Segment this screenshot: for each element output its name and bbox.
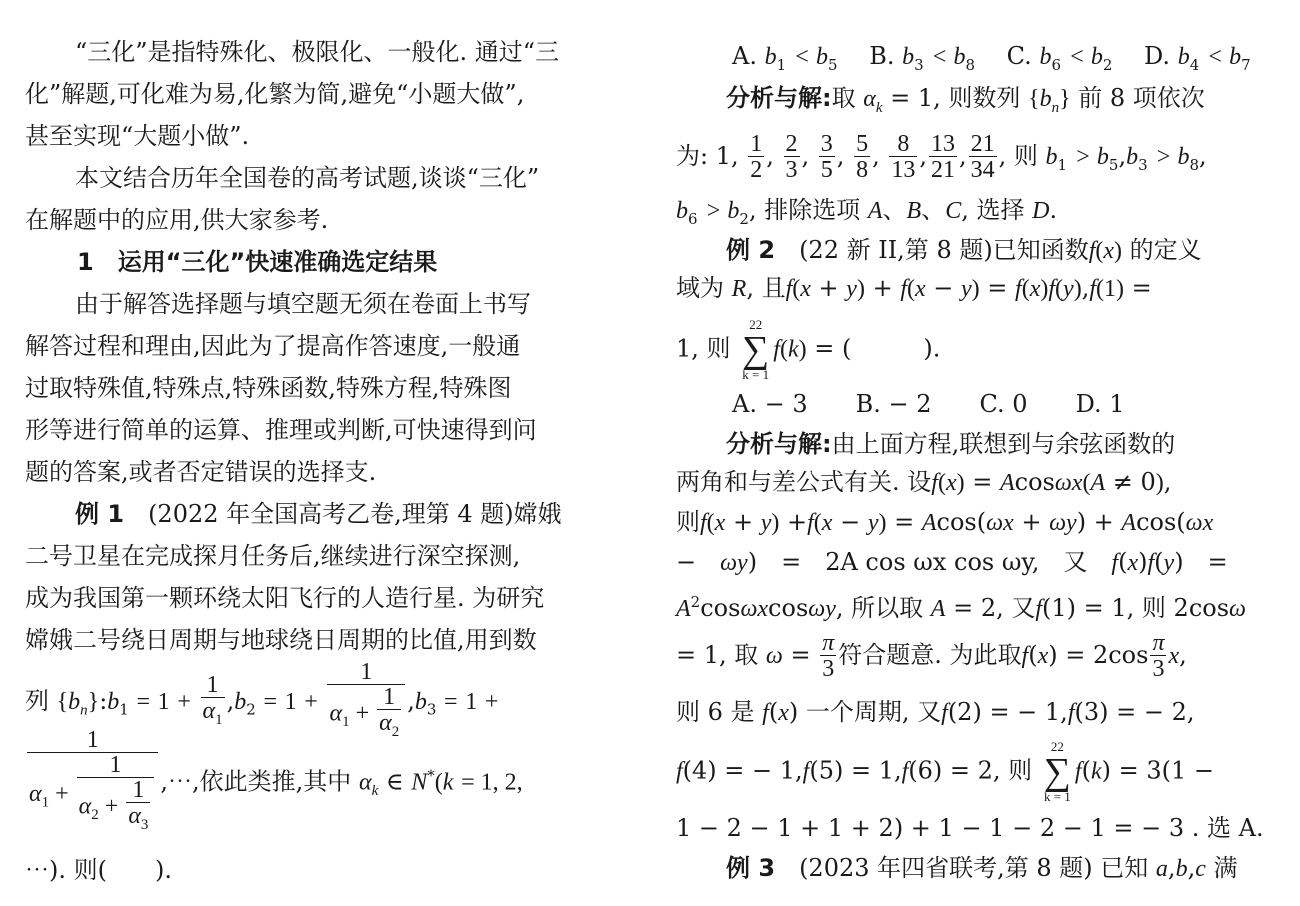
analysis2-line-7: 则 6 是 f(x) 一个周期, 又f(2) = − 1,f(3) = − 2, xyxy=(676,698,1195,726)
p3-line-1: 由于解答选择题与填空题无须在卷面上书写 xyxy=(75,290,531,318)
section-heading: 1 运用“三化”快速准确选定结果 xyxy=(77,248,438,276)
example3-label: 例 3 xyxy=(726,854,776,882)
intro-line-2: 化”解题,可化难为易,化繁为简,避免“小题大做”, xyxy=(25,80,525,108)
analysis1-line-1: 分析与解:取 $\alpha_k = 1$, 则数列 $\{b_n\}$ 前 8 项依次 xyxy=(726,84,1205,116)
intro-line-3: 甚至实现“大题小做”. xyxy=(25,122,250,150)
p3-line-2: 解答过程和理由,因此为了提高作答速度,一般通 xyxy=(25,332,521,360)
summation-symbol: 22 ∑ k = 1 xyxy=(742,317,770,382)
analysis1-line-2: 为: 1, $\frac{1}{2}$ , $\frac{2}{3}$ , $\frac{3}{5}$ , $\frac{5}{8}$ , $\frac{8}{13}$ , $\frac{13}{21}$ , $\frac{21}{34}$ , 则 $b_1 > b_5,b_3 > b_8$, xyxy=(676,131,1207,183)
fraction-b3: 1 $\alpha_1$ + 1 $\alpha_2$ + $\frac{1}{\alpha_3}$ xyxy=(27,728,158,838)
analysis2-line-5: $A^2\cos\omega xcos\omega y$, 所以取 A = 2, 又f(1) = 1, 则 2cosω xyxy=(676,593,1246,622)
p3-line-4: 形等进行简单的运算、推理或判断,可快速得到问 xyxy=(25,416,537,444)
intro2-line-2: 在解题中的应用,供大家参考. xyxy=(25,206,329,234)
fraction-b2: 1 $\alpha_1$ + $\frac{1}{\alpha_2}$ xyxy=(327,660,405,745)
p3-line-3: 过取特殊值,特殊点,特殊函数,特殊方程,特殊图 xyxy=(25,374,512,402)
analysis2-line-3: 则f(x + y) +f(x − y) = Acos(ωx + ωy) + Acos(ωx xyxy=(676,508,1214,536)
example1-line-4: 嫦娥二号绕日周期与地球绕日周期的比值,用到数 xyxy=(25,626,537,654)
p3-line-5: 题的答案,或者否定错误的选择支. xyxy=(25,458,377,486)
analysis2-label: 分析与解: xyxy=(726,430,832,458)
analysis2-line-2: 两角和与差公式有关. 设f(x) = Acosωx(A ≠ 0), xyxy=(676,468,1172,496)
analysis2-line-8: f(4) = − 1,f(5) = 1,f(6) = 2, 则 22 ∑ k = 1 f(k) = 3(1 − xyxy=(676,739,1215,804)
example1-line-3: 成为我国第一颗环绕太阳飞行的人造行星. 为研究 xyxy=(25,584,545,612)
example2-line-2: 域为 R, 且f(x + y) + f(x − y) = f(x)f(y),f(1) = xyxy=(676,274,1152,302)
example1-label: 例 1 xyxy=(75,500,125,528)
intro2-line-1: 本文结合历年全国卷的高考试题,谈谈“三化” xyxy=(75,164,540,192)
analysis2-line-4: − ωy) = 2A cos ωx cos ωy, 又 f(x)f(y) = xyxy=(676,548,1228,576)
example2-options: A. − 3 B. − 2 C. 0 D. 1 xyxy=(732,390,1125,418)
sequence-definition: 列 $\{b_n\}:b_1 = 1$ + $\frac{1}{\alpha_1}$ $,b_2 = 1$ + 1 $\alpha_1$ + $\frac{1}{\alpha_2}$ $,b_3 = 1$ + xyxy=(25,660,498,745)
example3-line-1: 例 3 (2023 年四省联考,第 8 题) 已知 a,b,c 满 xyxy=(726,854,1238,882)
example1-options: A. $b_1 < b_5$ B. $b_3 < b_8$ C. $b_6 < b_2$ D. $b_4 < b_7$ xyxy=(732,42,1251,74)
fraction-b1: $\frac{1}{\alpha_1}$ xyxy=(201,673,225,733)
analysis2-line-9: 1 − 2 − 1 + 1 + 2) + 1 − 1 − 2 − 1 = − 3 . 选 A. xyxy=(676,814,1264,842)
intro-line-1: “三化”是指特殊化、极限化、一般化. 通过“三 xyxy=(75,38,560,66)
analysis2-line-1: 分析与解:由上面方程,联想到与余弦函数的 xyxy=(726,430,1176,458)
analysis1-line-3: $b_6 > b_2$, 排除选项 A、B、C, 选择 D. xyxy=(676,196,1058,228)
example1-line-1 xyxy=(25,498,562,530)
example2-line-3: 1, 则 22 ∑ k = 1 f(k) = ( ). xyxy=(676,317,941,382)
analysis2-line-6: = 1, 取 ω = $\frac{\pi}{3}$ 符合题意. 为此取f(x) = 2cos $\frac{\pi}{3}$ x, xyxy=(676,630,1187,682)
example1-line-2: 二号卫星在完成探月任务后,继续进行深空探测, xyxy=(25,542,521,570)
analysis1-label: 分析与解: xyxy=(726,84,832,112)
example1-text: (2022 年全国高考乙卷,理第 4 题)嫦娥 xyxy=(148,500,562,528)
continued-fraction-line: 1 $\alpha_1$ + 1 $\alpha_2$ + $\frac{1}{\alpha_3}$ ,⋯,依此类推,其中 $\alpha_k$ ∈ N*(k = 1, 2, xyxy=(25,728,523,838)
example2-line-1: 例 2 (22 新 II,第 8 题)已知函数f(x) 的定义 xyxy=(726,236,1202,264)
example2-label: 例 2 xyxy=(726,236,776,264)
example1-end: ⋯). 则( ). xyxy=(25,856,172,884)
